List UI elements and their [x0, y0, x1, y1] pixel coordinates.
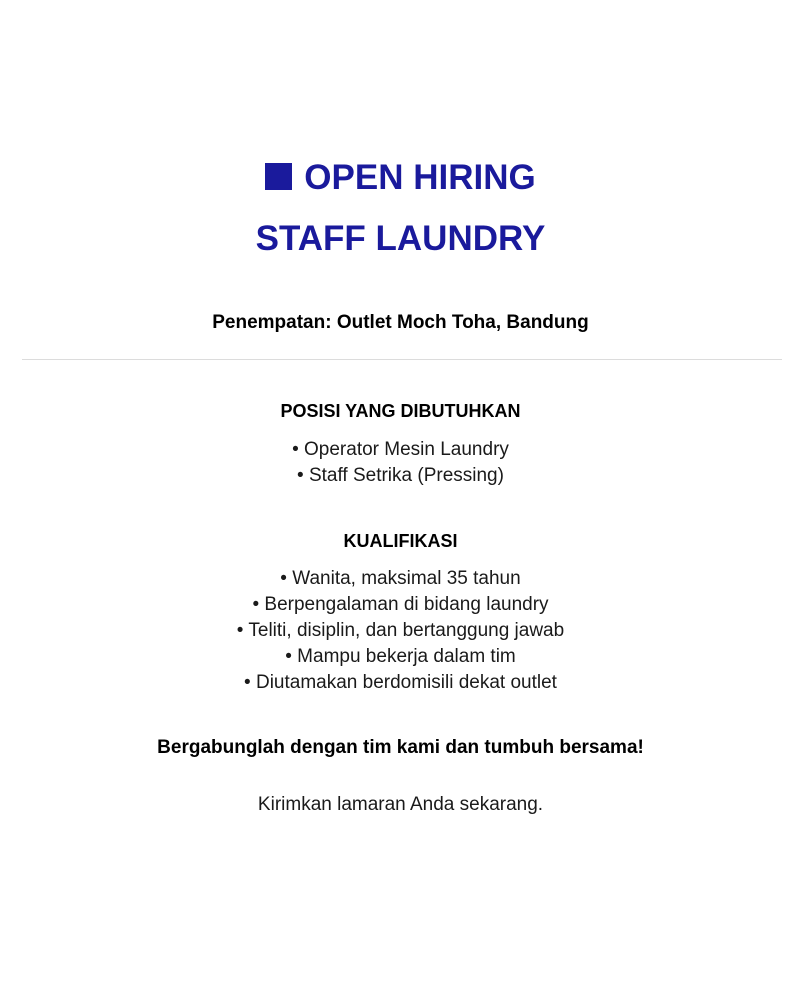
title-line-staff-laundry: STAFF LAUNDRY: [255, 219, 546, 258]
list-item: [0, 644, 801, 670]
list-item-text: Diutamakan berdomisili dekat outlet: [255, 672, 557, 693]
list-item: [0, 618, 801, 644]
bullet-icon: •: [244, 672, 251, 693]
list-item-text: Mampu bekerja dalam tim: [297, 646, 516, 667]
bullet-icon: •: [297, 465, 304, 486]
positions-heading: POSISI YANG DIBUTUHKAN: [280, 401, 521, 421]
list-item: [0, 437, 801, 463]
divider: [22, 359, 782, 360]
title-text-open-hiring: OPEN HIRING: [304, 158, 536, 197]
list-item: [0, 566, 801, 592]
title-line-open-hiring: [0, 158, 801, 198]
bullet-icon: •: [252, 594, 260, 615]
bullet-icon: •: [292, 439, 299, 460]
positions-list: [0, 437, 801, 489]
qualifications-heading: KUALIFIKASI: [343, 531, 458, 551]
list-item: [0, 463, 801, 489]
list-item: [0, 592, 801, 618]
qualifications-list: [0, 566, 801, 696]
list-item: [0, 670, 801, 696]
list-item-text: Operator Mesin Laundry: [304, 439, 509, 460]
placement-text: Penempatan: Outlet Moch Toha, Bandung: [212, 312, 589, 333]
cta-text: Bergabunglah dengan tim kami dan tumbuh bersama!: [157, 737, 644, 758]
bullet-icon: •: [285, 646, 292, 667]
list-item-text: Staff Setrika (Pressing): [308, 465, 504, 486]
list-item-text: Wanita, maksimal 35 tahun: [292, 568, 521, 589]
apply-text: Kirimkan lamaran Anda sekarang.: [257, 794, 544, 815]
bullet-icon: •: [280, 568, 287, 589]
list-item-text: Berpengalaman di bidang laundry: [264, 594, 549, 615]
square-icon: [265, 163, 292, 190]
list-item-text: Teliti, disiplin, dan bertanggung jawab: [248, 620, 565, 641]
bullet-icon: •: [236, 620, 244, 641]
